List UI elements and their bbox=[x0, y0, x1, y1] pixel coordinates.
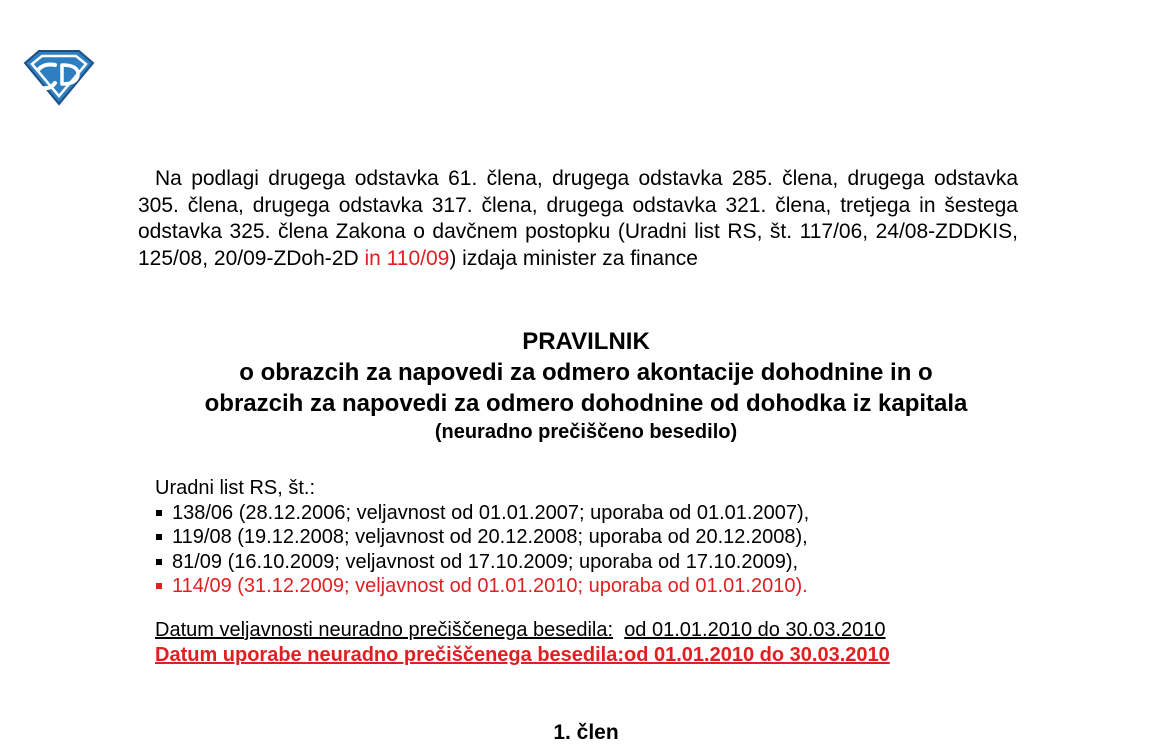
gazette-item-latest: 114/09 (31.12.2009; veljavnost od 01.01.2010; uporaba od 01.01.2010). bbox=[155, 574, 1015, 599]
title-note: (neuradno prečiščeno besedilo) bbox=[434, 421, 738, 443]
preamble bbox=[138, 166, 1018, 272]
gazette-item: 138/06 (28.12.2006; veljavnost od 01.01.2007; uporaba od 01.01.2007), bbox=[155, 501, 1015, 526]
validity-row bbox=[155, 618, 1015, 643]
validity-label: Datum veljavnosti neuradno prečiščenega besedila: bbox=[155, 619, 614, 641]
sd-logo-emblem bbox=[22, 50, 96, 106]
gazette-item: 81/09 (16.10.2009; veljavnost od 17.10.2009; uporaba od 17.10.2009), bbox=[155, 550, 1015, 575]
preamble-text: Na podlagi drugega odstavka 61. člena, drugega odstavka 285. člena, drugega odstavka 305. člena, drugega odstavka 317. člena, drugega odstavka 321. člena, tretjega in šestega odstavka 325. člena Zakona o davčnem postopku (Uradni list RS, št. 117/06, 24/08-ZDDKIS, 125/08, 20/09-ZDoh-2D bbox=[138, 167, 1018, 270]
preamble-text-end: ) izdaja minister za finance bbox=[449, 246, 698, 270]
sd-logo bbox=[22, 50, 96, 106]
preamble-paragraph bbox=[138, 166, 1018, 272]
use-row bbox=[155, 643, 1015, 668]
use-value: od 01.01.2010 do 30.03.2010 bbox=[624, 644, 890, 666]
title-line-2: obrazcih za napovedi za odmero dohodnine od dohodka iz kapitala bbox=[204, 390, 968, 417]
title-main: PRAVILNIK bbox=[522, 328, 650, 355]
gazette-heading: Uradni list RS, št.: bbox=[155, 477, 316, 499]
article-heading: 1. člen bbox=[553, 721, 619, 744]
use-label: Datum uporabe neuradno prečiščenega besedila: bbox=[155, 644, 625, 666]
validity-dates bbox=[155, 618, 1015, 668]
official-gazette-list bbox=[155, 476, 1015, 599]
gazette-item: 119/08 (19.12.2008; veljavnost od 20.12.2008; uporaba od 20.12.2008), bbox=[155, 525, 1015, 550]
gazette-items bbox=[155, 501, 1015, 599]
document-title bbox=[138, 326, 1034, 446]
title-line-1: o obrazcih za napovedi za odmero akontacije dohodnine in o bbox=[239, 359, 933, 386]
validity-value: od 01.01.2010 do 30.03.2010 bbox=[624, 619, 886, 641]
preamble-amendment: in 110/09 bbox=[364, 246, 450, 270]
